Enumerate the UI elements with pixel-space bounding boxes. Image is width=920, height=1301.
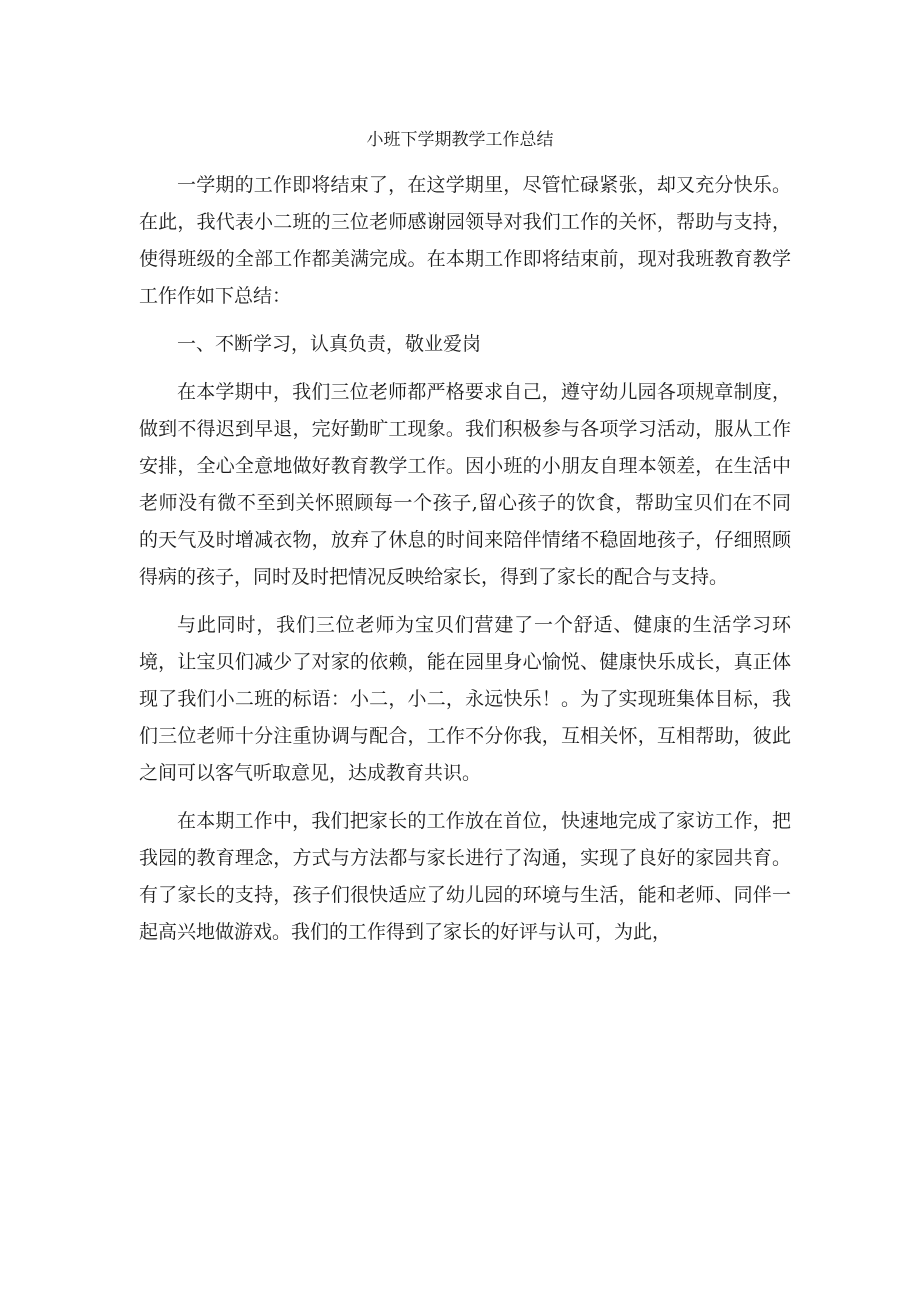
- section-heading: 一、不断学习，认真负责，敬业爱岗: [177, 333, 482, 355]
- paragraph-discipline: 在本学期中，我们三位老师都严格要求自己，遵守幼儿园各项规章制度，做到不得迟到早退，完好勤旷工现象。我们积极参与各项学习活动，服从工作安排，全心全意地做好教育教学工作。因小班的小朋友自理本领差，在生活中老师没有微不至到关怀照顾每一个孩子,留心孩子的饮食，帮助宝贝们在不同的天气及时增减衣物，放弃了休息的时间来陪伴情绪不稳固地孩子，仔细照顾得病的孩子，同时及时把情况反映给家长，得到了家长的配合与支持。: [139, 381, 791, 588]
- document-title: 小班下学期教学工作总结: [366, 130, 554, 150]
- paragraph-parents: 在本期工作中，我们把家长的工作放在首位，快速地完成了家访工作，把我园的教育理念，方式与方法都与家长进行了沟通，实现了良好的家园共育。有了家长的支持，孩子们很快适应了幼儿园的环境与生活，能和老师、同伴一起高兴地做游戏。我们的工作得到了家长的好评与认可，为此，: [139, 810, 791, 943]
- paragraph-intro: 一学期的工作即将结束了，在这学期里，尽管忙碌紧张，却又充分快乐。在此，我代表小二班的三位老师感谢园领导对我们工作的关怀，帮助与支持，使得班级的全部工作都美满完成。在本期工作即将结束前，现对我班教育教学工作作如下总结：: [139, 174, 791, 307]
- document-body: [139, 167, 791, 962]
- paragraph-environment: 与此同时，我们三位老师为宝贝们营建了一个舒适、健康的生活学习环境，让宝贝们减少了对家的依赖，能在园里身心愉悦、健康快乐成长，真正体现了我们小二班的标语：小二，小二，永远快乐！。为了实现班集体目标，我们三位老师十分注重协调与配合，工作不分你我，互相关怀，互相帮助，彼此之间可以客气听取意见，达成教育共识。: [139, 614, 791, 784]
